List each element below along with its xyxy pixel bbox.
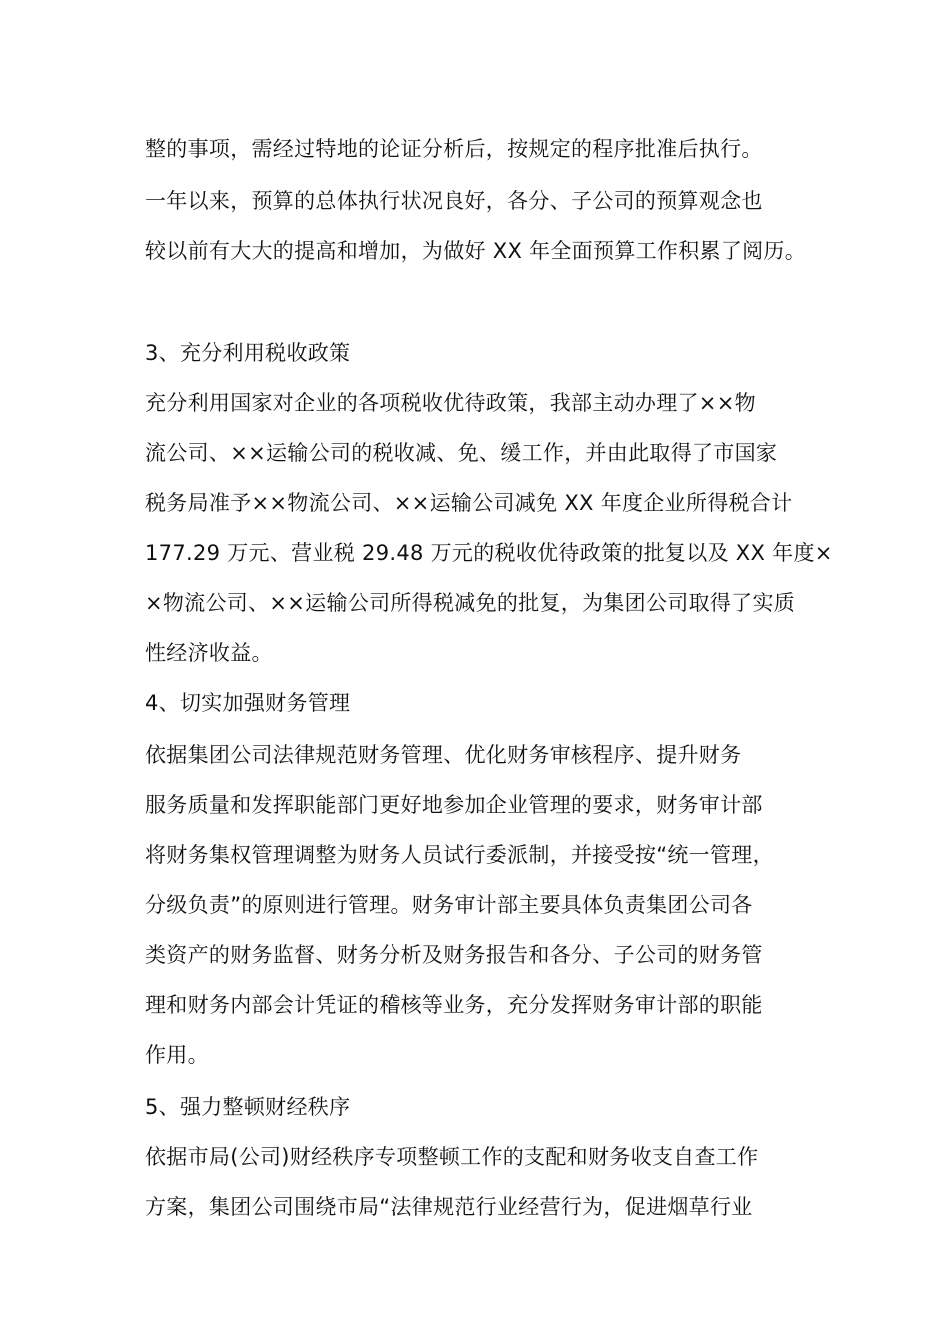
body-text-line: 税务局准予××物流公司、××运输公司减免 XX 年度企业所得税合计	[145, 491, 793, 515]
body-text-line: 服务质量和发挥职能部门更好地参加企业管理的要求，财务审计部	[145, 793, 763, 817]
body-text-line: 类资产的财务监督、财务分析及财务报告和各分、子公司的财务管	[145, 943, 763, 967]
body-text-line: ×物流公司、××运输公司所得税减免的批复，为集团公司取得了实质	[145, 591, 796, 615]
section-heading-4: 4、切实加强财务管理	[145, 691, 351, 715]
body-text-line: 理和财务内部会计凭证的稽核等业务，充分发挥财务审计部的职能	[145, 993, 763, 1017]
section-heading-3: 3、充分利用税收政策	[145, 341, 351, 365]
body-text-line: 较以前有大大的提高和增加，为做好 XX 年全面预算工作积累了阅历。	[145, 239, 807, 263]
body-text-line: 依据集团公司法律规范财务管理、优化财务审核程序、提升财务	[145, 743, 742, 767]
body-text-line: 充分利用国家对企业的各项税收优待政策，我部主动办理了××物	[145, 391, 756, 415]
body-text-line: 177.29 万元、营业税 29.48 万元的税收优待政策的批复以及 XX 年度×	[145, 541, 833, 565]
body-text-line: 方案，集团公司围绕市局“法律规范行业经营行为，促进烟草行业	[145, 1195, 753, 1219]
body-text-line: 依据市局(公司)财经秩序专项整顿工作的支配和财务收支自查工作	[145, 1145, 759, 1169]
body-text-line: 作用。	[145, 1043, 209, 1067]
body-text-line: 流公司、××运输公司的税收减、免、缓工作，并由此取得了市国家	[145, 441, 778, 465]
section-heading-5: 5、强力整顿财经秩序	[145, 1095, 351, 1119]
body-text-line: 分级负责”的原则进行管理。财务审计部主要具体负责集团公司各	[145, 893, 753, 917]
body-text-line: 一年以来，预算的总体执行状况良好，各分、子公司的预算观念也	[145, 189, 763, 213]
body-text-line: 将财务集权管理调整为财务人员试行委派制，并接受按“统一管理，	[145, 843, 774, 867]
body-text-line: 整的事项，需经过特地的论证分析后，按规定的程序批准后执行。	[145, 137, 763, 161]
body-text-line: 性经济收益。	[145, 641, 273, 665]
